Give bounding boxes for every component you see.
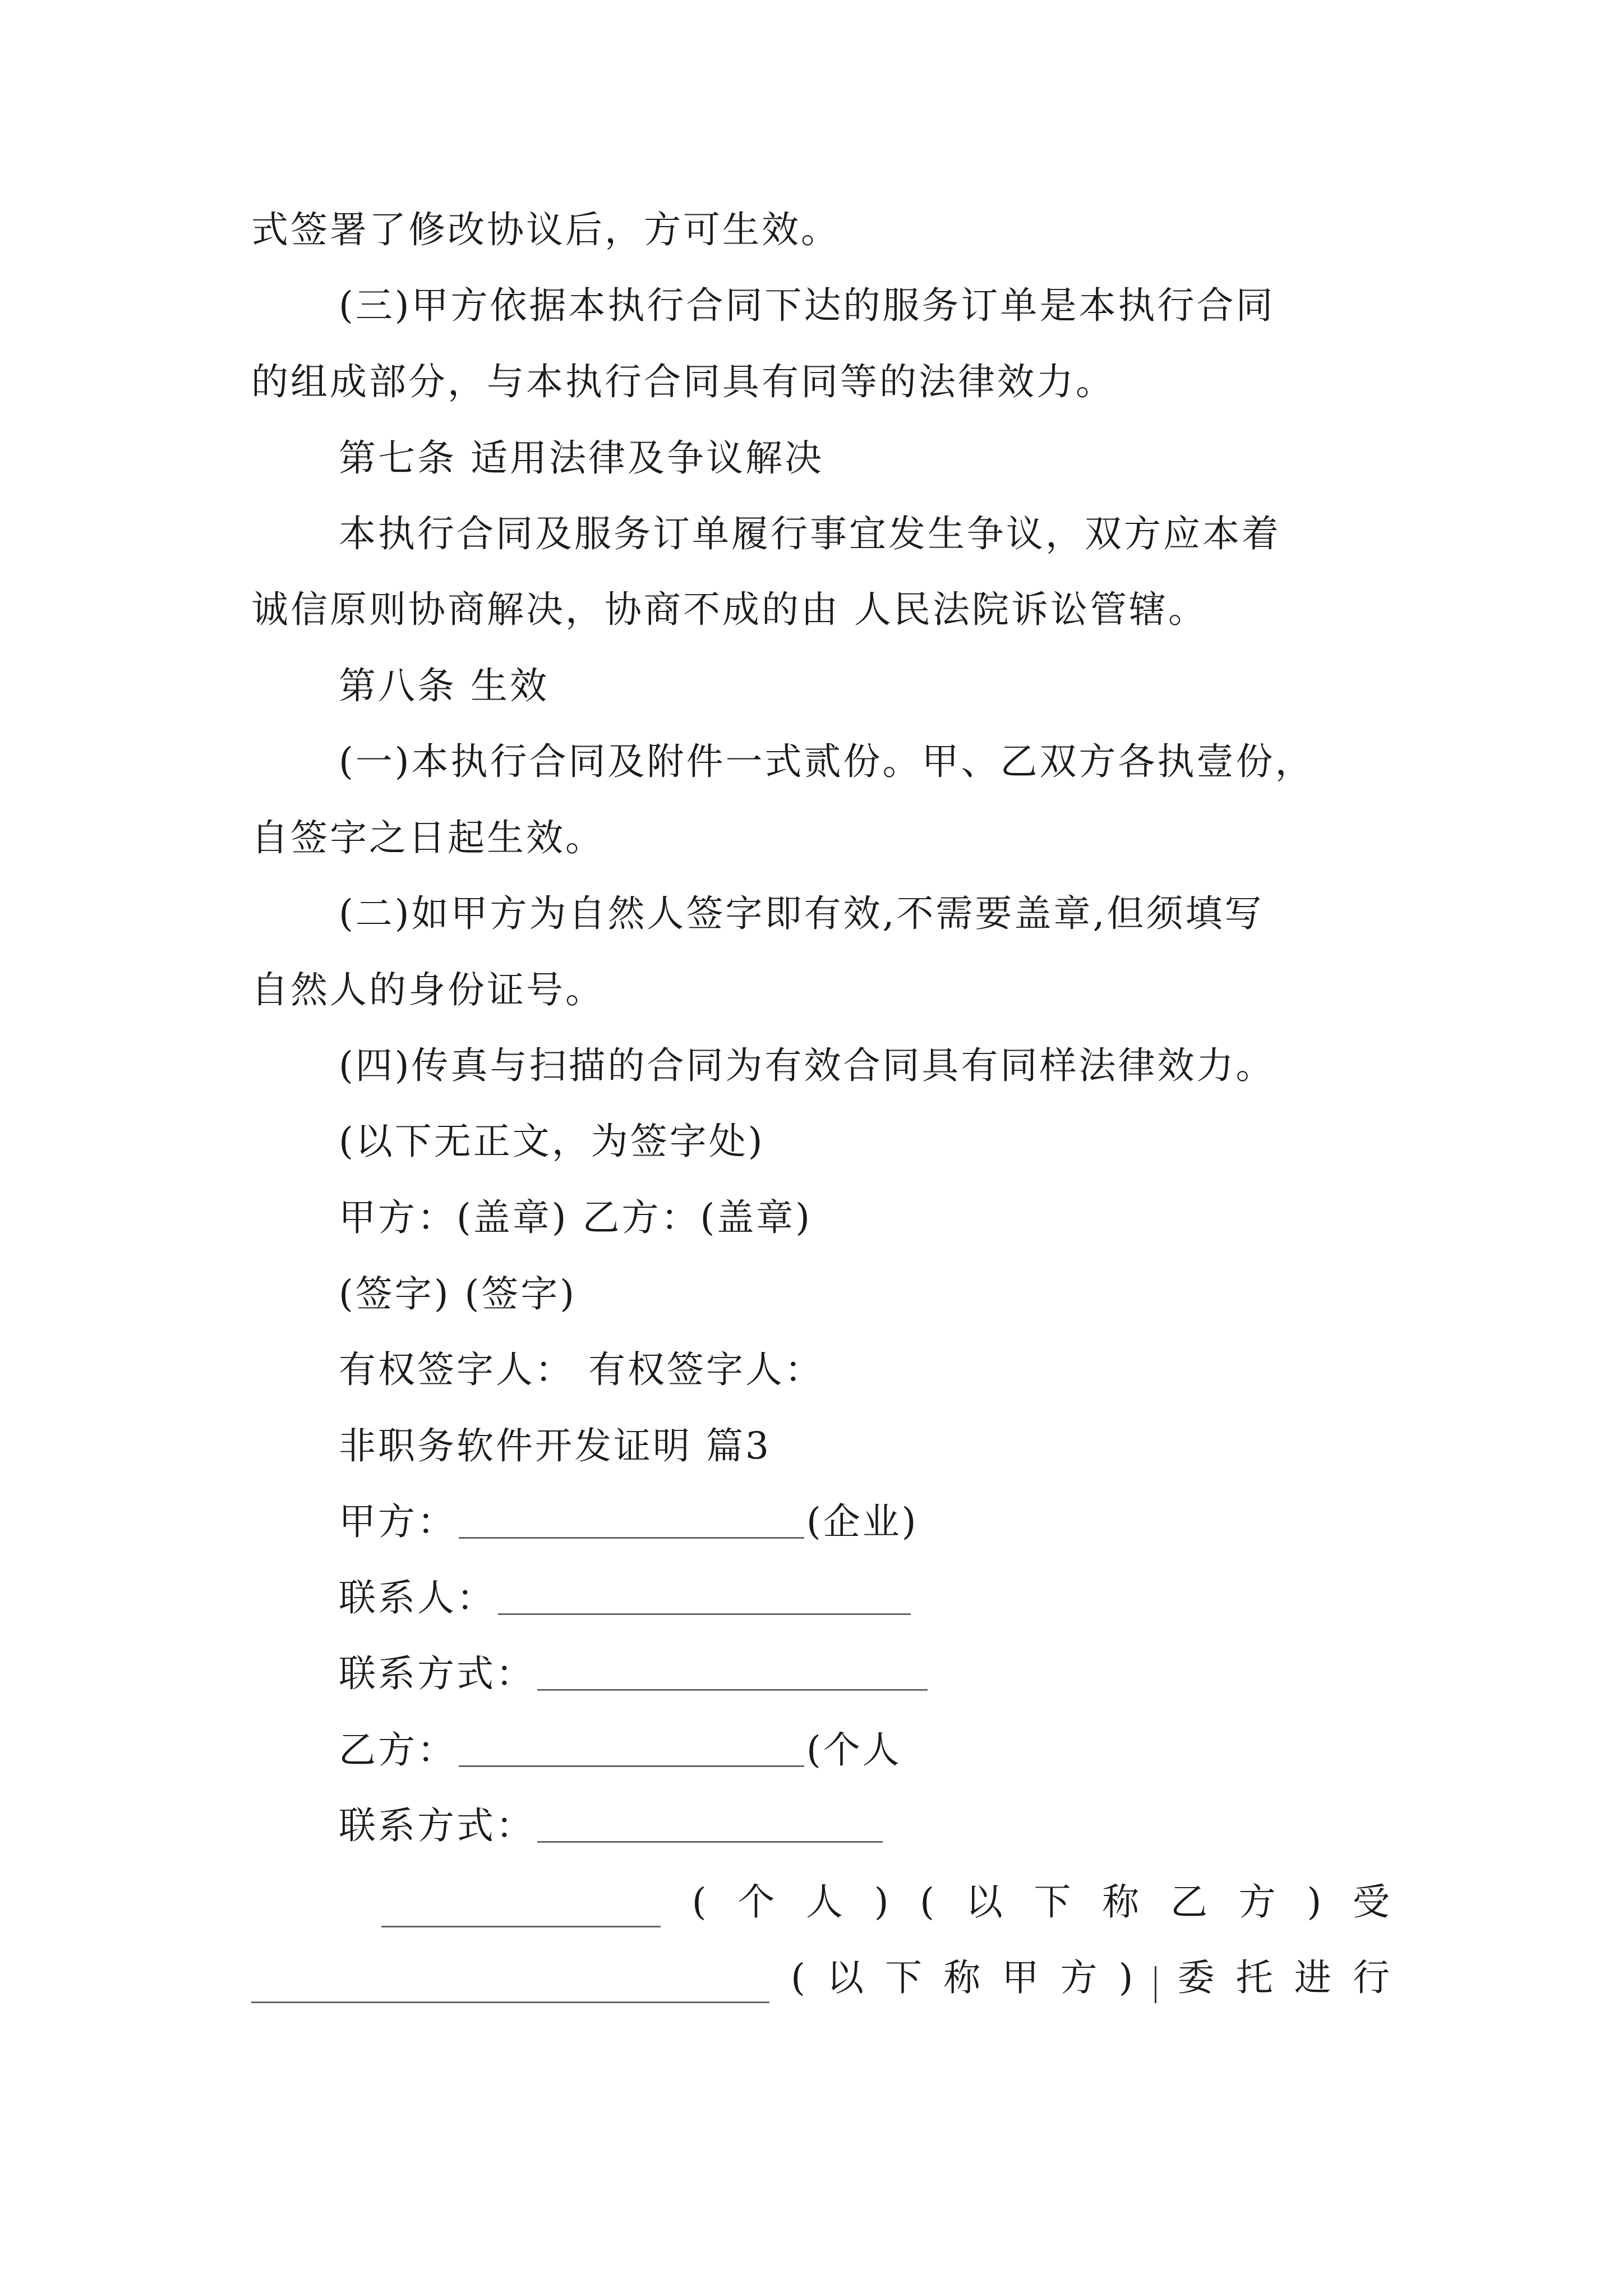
signature-line: (签字) (签字) xyxy=(339,1272,577,1315)
closing-row2-char: 以 xyxy=(827,1956,864,1999)
contact-person-row xyxy=(339,1573,1390,1623)
text-line-3: 的组成部分，与本执行合同具有同等的法律效力。 xyxy=(251,360,1115,403)
contact-person-label: 联系人： xyxy=(339,1576,496,1619)
party-b-row xyxy=(339,1725,1390,1775)
closing-row1-char: 人 xyxy=(806,1880,843,1924)
contact-person-blank[interactable] xyxy=(498,1579,911,1615)
closing-row-1 xyxy=(381,1877,1390,1927)
party-a-name-blank[interactable] xyxy=(251,1967,769,2003)
closing-row2-char: 下 xyxy=(885,1956,923,1999)
contact-method-blank-1[interactable] xyxy=(537,1654,928,1691)
party-a-blank[interactable] xyxy=(459,1502,804,1539)
closing-row1-char: 受 xyxy=(1353,1880,1390,1924)
no-body-text-note: (以下无正文，为签字处) xyxy=(339,1120,765,1163)
closing-row1-char: ) xyxy=(874,1880,889,1924)
closing-row2-char: 方 xyxy=(1060,1956,1098,1999)
closing-row1-char: ( xyxy=(920,1880,934,1924)
text-line-1: 式签署了修改协议后，方可生效。 xyxy=(251,208,840,251)
authorized-signatory-line: 有权签字人： 有权签字人： xyxy=(339,1348,824,1391)
closing-row2-char: 称 xyxy=(943,1956,981,1999)
text-line-9: 自签字之日起生效。 xyxy=(251,816,605,859)
closing-row2-char: ( xyxy=(791,1956,805,1999)
contact-method-row-2 xyxy=(339,1801,1390,1851)
contact-method-label-2: 联系方式： xyxy=(339,1804,535,1847)
contact-method-row-1 xyxy=(339,1649,1390,1699)
clause-1-text: (一)本执行合同及附件一式贰份。甲、乙双方各执壹份， xyxy=(339,740,1315,783)
closing-row2-char: 委 xyxy=(1177,1956,1215,1999)
party-b-suffix: (个人 xyxy=(806,1728,902,1772)
party-b-label: 乙方： xyxy=(339,1728,457,1772)
closing-row1-char: 称 xyxy=(1102,1880,1140,1924)
closing-row2-char: 行 xyxy=(1353,1956,1390,1999)
closing-row1-char: ( xyxy=(691,1880,707,1924)
party-b-name-blank[interactable] xyxy=(381,1891,661,1927)
party-a-label: 甲方： xyxy=(339,1500,457,1543)
closing-row2-char: 托 xyxy=(1235,1956,1273,1999)
article-7-text: 本执行合同及服务订单履行事宜发生争议，双方应本着 xyxy=(339,512,1281,555)
party-a-suffix: (企业) xyxy=(806,1500,919,1543)
article-8-heading: 第八条 生效 xyxy=(339,664,549,707)
clause-4-text: (四)传真与扫描的合同为有效合同具有同样法律效力。 xyxy=(339,1044,1275,1087)
closing-row1-char: 以 xyxy=(965,1880,1003,1924)
closing-row1-char: 方 xyxy=(1238,1880,1276,1924)
article-7-heading: 第七条 适用法律及争议解决 xyxy=(339,436,824,480)
closing-row2-char: 进 xyxy=(1294,1956,1331,1999)
closing-row1-char: 下 xyxy=(1034,1880,1071,1924)
clause-2-text: (二)如甲方为自然人签字即有效,不需要盖章,但须填写 xyxy=(339,892,1264,935)
party-a-row xyxy=(339,1497,1390,1547)
seal-line: 甲方：(盖章) 乙方：(盖章) xyxy=(339,1196,812,1239)
closing-row1-char: ) xyxy=(1307,1880,1322,1924)
section-heading: 非职务软件开发证明 篇3 xyxy=(339,1424,771,1467)
text-cursor xyxy=(1155,1966,1156,2003)
party-b-blank[interactable] xyxy=(459,1731,804,1767)
closing-row2-char: ) xyxy=(1118,1956,1133,1999)
closing-row-2 xyxy=(251,1953,1390,2003)
closing-row2-char: 甲 xyxy=(1002,1956,1039,1999)
closing-row1-char: 个 xyxy=(737,1880,775,1924)
contact-method-label-1: 联系方式： xyxy=(339,1652,535,1695)
closing-row1-char: 乙 xyxy=(1170,1880,1207,1924)
contact-method-blank-2[interactable] xyxy=(537,1806,883,1843)
clause-3-text: (三)甲方依据本执行合同下达的服务订单是本执行合同 xyxy=(339,284,1275,327)
text-line-11: 自然人的身份证号。 xyxy=(251,968,605,1011)
text-line-6: 诚信原则协商解决，协商不成的由 人民法院诉讼管辖。 xyxy=(251,588,1207,631)
